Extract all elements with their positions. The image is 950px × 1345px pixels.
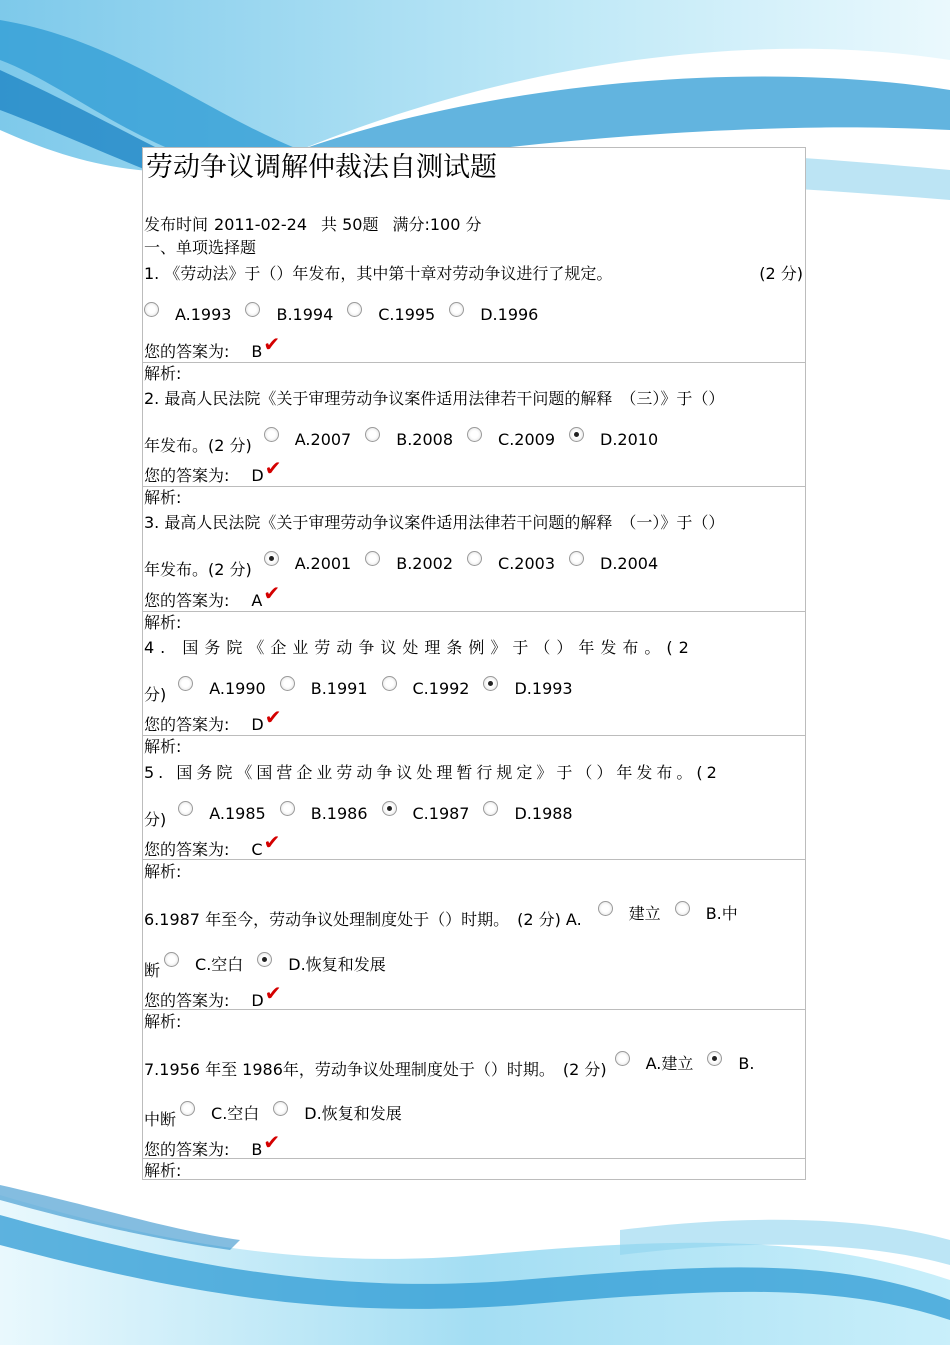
option-label: D.1988	[514, 804, 573, 823]
option-label: D.2004	[600, 554, 659, 573]
question-5-answer	[144, 830, 281, 861]
option-label-cont: 中断	[144, 1110, 177, 1129]
question-1-score: (2 分)	[759, 264, 803, 283]
radio-button[interactable]	[347, 302, 362, 317]
option-label: B.2002	[396, 554, 454, 573]
section-heading: 一、单项选择题	[144, 238, 257, 257]
radio-button[interactable]	[569, 551, 584, 566]
answer-label: 您的答案为:	[144, 466, 230, 485]
option-label: D.2010	[600, 430, 659, 449]
explanation-label: 解析:	[144, 862, 182, 881]
radio-button[interactable]	[467, 427, 482, 442]
answer-label: 您的答案为:	[144, 715, 230, 734]
question-5-options	[144, 803, 587, 831]
question-7-options	[144, 1103, 416, 1131]
option-label: D.恢复和发展	[288, 955, 386, 974]
question-2-text-cont: 年发布。(2 分)	[144, 436, 252, 455]
question-count: 共 50题	[321, 215, 379, 234]
answer-label: 您的答案为:	[144, 1140, 230, 1159]
option-label: C.1987	[412, 804, 470, 823]
radio-button[interactable]	[483, 801, 498, 816]
radio-button[interactable]	[264, 427, 279, 442]
question-7-text	[144, 1053, 754, 1081]
publish-meta	[144, 214, 495, 236]
radio-button-selected[interactable]	[264, 551, 279, 566]
option-label: B.2008	[396, 430, 454, 449]
option-label: B.1991	[310, 679, 368, 698]
question-2-options	[144, 429, 672, 457]
radio-button[interactable]	[245, 302, 260, 317]
option-label: B.1986	[310, 804, 368, 823]
check-icon: ✔	[264, 705, 282, 729]
answer-label: 您的答案为:	[144, 342, 230, 361]
option-label: A.1990	[209, 679, 266, 698]
radio-button[interactable]	[365, 551, 380, 566]
question-2-answer	[144, 456, 282, 487]
radio-button[interactable]	[180, 1101, 195, 1116]
answer-label: 您的答案为:	[144, 840, 230, 859]
question-6-stem: 6.1987 年至今，劳动争议处理制度处于（）时期。 (2 分) A.	[144, 910, 582, 929]
answer-letter: B	[251, 1140, 263, 1159]
check-icon: ✔	[264, 456, 282, 480]
publish-date: 2011-02-24	[214, 215, 307, 234]
answer-letter: D	[251, 466, 264, 485]
radio-button[interactable]	[280, 676, 295, 691]
option-label: C.空白	[195, 955, 244, 974]
page-title: 劳动争议调解仲裁法自测试题	[146, 152, 497, 183]
full-score: 满分:100 分	[392, 215, 482, 234]
radio-button[interactable]	[280, 801, 295, 816]
question-4-answer	[144, 705, 282, 736]
radio-button-selected[interactable]	[483, 676, 498, 691]
answer-label: 您的答案为:	[144, 591, 230, 610]
radio-button[interactable]	[365, 427, 380, 442]
question-1-text: 1. 《劳动法》于（）年发布，其中第十章对劳动争议进行了规定。	[144, 264, 613, 283]
question-2-text: 2. 最高人民法院《关于审理劳动争议案件适用法律若干问题的解释 （三）》于（）	[144, 389, 725, 408]
radio-button[interactable]	[382, 676, 397, 691]
quiz-document	[142, 147, 806, 1180]
option-label: C.1992	[412, 679, 470, 698]
radio-button[interactable]	[615, 1051, 630, 1066]
divider	[143, 1158, 805, 1159]
option-label: C.1995	[378, 305, 436, 324]
radio-button[interactable]	[467, 551, 482, 566]
option-label: D.1993	[514, 679, 573, 698]
radio-button[interactable]	[598, 901, 613, 916]
radio-button[interactable]	[178, 801, 193, 816]
option-label: 建立	[628, 904, 661, 923]
divider	[143, 1009, 805, 1010]
option-label: A.1993	[175, 305, 232, 324]
radio-button[interactable]	[144, 302, 159, 317]
question-4-options	[144, 678, 587, 706]
radio-button-selected[interactable]	[382, 801, 397, 816]
explanation-label: 解析:	[144, 488, 182, 507]
radio-button[interactable]	[273, 1101, 288, 1116]
question-4-text-cont: 分)	[144, 685, 167, 704]
question-5-text-cont: 分)	[144, 810, 167, 829]
divider	[143, 859, 805, 860]
check-icon: ✔	[263, 1130, 281, 1154]
question-1-answer	[144, 332, 281, 363]
option-label-cont: 断	[144, 961, 161, 980]
option-label: D.恢复和发展	[304, 1104, 402, 1123]
answer-letter: A	[251, 591, 263, 610]
answer-letter: B	[251, 342, 263, 361]
check-icon: ✔	[263, 581, 281, 605]
option-label: D.1996	[480, 305, 539, 324]
radio-button-selected[interactable]	[257, 952, 272, 967]
option-label: C.2009	[498, 430, 555, 449]
answer-letter: D	[251, 991, 264, 1010]
option-label: C.空白	[211, 1104, 260, 1123]
radio-button[interactable]	[449, 302, 464, 317]
option-label: C.2003	[498, 554, 555, 573]
question-3-answer	[144, 581, 281, 612]
radio-button-selected[interactable]	[707, 1051, 722, 1066]
check-icon: ✔	[264, 981, 282, 1005]
explanation-label: 解析:	[144, 1161, 182, 1180]
divider	[143, 362, 805, 363]
question-4-text: 4. 国务院《企业劳动争议处理条例》于（）年发布。(2	[144, 638, 695, 657]
explanation-label: 解析:	[144, 613, 182, 632]
option-label: A.2007	[294, 430, 352, 449]
answer-letter: C	[251, 840, 263, 859]
question-5-text: 5. 国务院《国营企业劳动争议处理暂行规定》于（）年发布。(2	[144, 763, 721, 782]
answer-label: 您的答案为:	[144, 991, 230, 1010]
radio-button-selected[interactable]	[569, 427, 584, 442]
publish-label: 发布时间	[144, 215, 209, 234]
question-1-options	[144, 304, 552, 332]
question-3-text: 3. 最高人民法院《关于审理劳动争议案件适用法律若干问题的解释 （一）》于（）	[144, 513, 725, 532]
explanation-label: 解析:	[144, 364, 182, 383]
divider	[143, 735, 805, 736]
question-6-text	[144, 903, 738, 931]
check-icon: ✔	[263, 830, 281, 854]
option-label: B.中	[705, 904, 738, 923]
explanation-label: 解析:	[144, 1012, 182, 1031]
option-label: A.2001	[294, 554, 352, 573]
question-6-options	[144, 954, 400, 982]
divider	[143, 486, 805, 487]
question-3-options	[144, 553, 672, 581]
radio-button[interactable]	[675, 901, 690, 916]
question-3-text-cont: 年发布。(2 分)	[144, 560, 252, 579]
option-label: B.1994	[276, 305, 334, 324]
divider	[143, 611, 805, 612]
radio-button[interactable]	[164, 952, 179, 967]
question-7-stem: 7.1956 年至 1986年，劳动争议处理制度处于（）时期。 (2 分)	[144, 1060, 607, 1079]
option-label: B.	[738, 1054, 755, 1073]
radio-button[interactable]	[178, 676, 193, 691]
check-icon: ✔	[263, 332, 281, 356]
option-label: A.建立	[645, 1054, 694, 1073]
option-label: A.1985	[209, 804, 266, 823]
answer-letter: D	[251, 715, 264, 734]
explanation-label: 解析:	[144, 737, 182, 756]
